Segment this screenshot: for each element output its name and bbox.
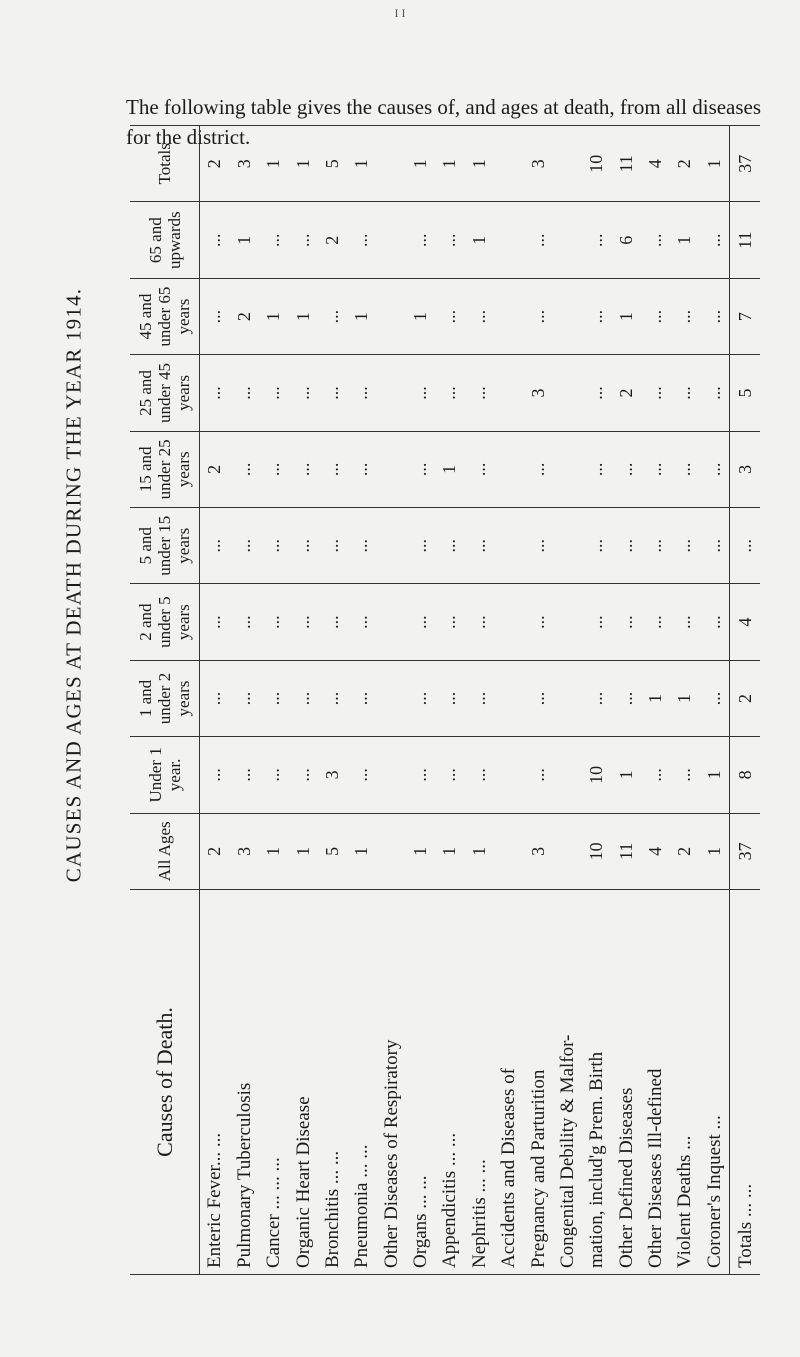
value-cell-45-65: ... bbox=[670, 278, 699, 354]
value-cell-25-45: ... bbox=[259, 355, 288, 431]
value-cell-5-15: ... bbox=[230, 508, 259, 584]
value-cell-1-2 bbox=[377, 660, 406, 736]
value-cell-15-25: ... bbox=[406, 431, 435, 507]
value-cell-2-5: ... bbox=[347, 584, 376, 660]
value-cell-65-up: ... bbox=[435, 202, 464, 278]
value-cell-5-15: ... bbox=[288, 508, 317, 584]
value-cell-15-25: ... bbox=[641, 431, 670, 507]
table-body bbox=[200, 126, 761, 1275]
value-cell-1-2: 2 bbox=[730, 660, 760, 736]
cause-cell: Nephritis ... ... bbox=[465, 890, 494, 1275]
header-all-ages: All Ages bbox=[130, 813, 200, 889]
table-inner bbox=[130, 125, 760, 1275]
value-cell-totals bbox=[553, 126, 582, 202]
value-cell-1-2: ... bbox=[230, 660, 259, 736]
value-cell-all-ages: 37 bbox=[730, 813, 760, 889]
value-cell-under-1: ... bbox=[523, 737, 552, 813]
value-cell-5-15 bbox=[494, 508, 523, 584]
value-cell-25-45 bbox=[377, 355, 406, 431]
value-cell-15-25: ... bbox=[347, 431, 376, 507]
value-cell-1-2: ... bbox=[259, 660, 288, 736]
value-cell-totals: 1 bbox=[259, 126, 288, 202]
side-title-text: CAUSES AND AGES AT DEATH DURING THE YEAR 1914. bbox=[61, 287, 86, 883]
value-cell-all-ages: 1 bbox=[406, 813, 435, 889]
value-cell-45-65 bbox=[553, 278, 582, 354]
value-cell-totals: 37 bbox=[730, 126, 760, 202]
table-row bbox=[288, 126, 317, 1275]
value-cell-45-65: 7 bbox=[730, 278, 760, 354]
value-cell-45-65: 1 bbox=[288, 278, 317, 354]
value-cell-15-25: ... bbox=[288, 431, 317, 507]
value-cell-45-65: ... bbox=[435, 278, 464, 354]
value-cell-5-15 bbox=[553, 508, 582, 584]
value-cell-under-1: ... bbox=[200, 737, 230, 813]
value-cell-totals: 1 bbox=[288, 126, 317, 202]
table-row bbox=[523, 126, 552, 1275]
value-cell-65-up: ... bbox=[523, 202, 552, 278]
value-cell-5-15: ... bbox=[435, 508, 464, 584]
value-cell-all-ages: 3 bbox=[230, 813, 259, 889]
value-cell-totals: 10 bbox=[582, 126, 611, 202]
value-cell-1-2: 1 bbox=[641, 660, 670, 736]
value-cell-5-15: ... bbox=[200, 508, 230, 584]
value-cell-2-5: ... bbox=[641, 584, 670, 660]
value-cell-all-ages: 4 bbox=[641, 813, 670, 889]
value-cell-25-45: ... bbox=[288, 355, 317, 431]
value-cell-all-ages: 2 bbox=[670, 813, 699, 889]
table-row bbox=[435, 126, 464, 1275]
value-cell-2-5 bbox=[377, 584, 406, 660]
value-cell-5-15 bbox=[377, 508, 406, 584]
table-row bbox=[465, 126, 494, 1275]
value-cell-65-up: ... bbox=[406, 202, 435, 278]
header-5-15: 5 and under 15 years bbox=[130, 508, 200, 584]
value-cell-15-25: ... bbox=[465, 431, 494, 507]
header-cause: Causes of Death. bbox=[130, 890, 200, 1275]
value-cell-65-up: 1 bbox=[230, 202, 259, 278]
cause-cell: Cancer ... ... ... bbox=[259, 890, 288, 1275]
cause-cell: Other Diseases of Respiratory bbox=[377, 890, 406, 1275]
value-cell-65-up: 2 bbox=[318, 202, 347, 278]
table-row bbox=[200, 126, 230, 1275]
value-cell-45-65: 1 bbox=[347, 278, 376, 354]
value-cell-45-65: ... bbox=[465, 278, 494, 354]
cause-cell: Bronchitis ... ... bbox=[318, 890, 347, 1275]
header-totals: Totals bbox=[130, 126, 200, 202]
value-cell-all-ages: 1 bbox=[259, 813, 288, 889]
value-cell-45-65 bbox=[377, 278, 406, 354]
value-cell-2-5: ... bbox=[435, 584, 464, 660]
value-cell-1-2: 1 bbox=[670, 660, 699, 736]
value-cell-1-2: ... bbox=[347, 660, 376, 736]
value-cell-totals: 1 bbox=[465, 126, 494, 202]
value-cell-2-5: ... bbox=[406, 584, 435, 660]
value-cell-under-1: ... bbox=[347, 737, 376, 813]
total-row bbox=[730, 126, 760, 1275]
value-cell-65-up bbox=[377, 202, 406, 278]
value-cell-totals: 4 bbox=[641, 126, 670, 202]
value-cell-5-15: ... bbox=[670, 508, 699, 584]
value-cell-all-ages: 3 bbox=[523, 813, 552, 889]
value-cell-15-25 bbox=[494, 431, 523, 507]
value-cell-2-5: ... bbox=[612, 584, 641, 660]
value-cell-15-25 bbox=[553, 431, 582, 507]
value-cell-under-1: 1 bbox=[612, 737, 641, 813]
header-65-up: 65 and upwards bbox=[130, 202, 200, 278]
value-cell-all-ages bbox=[494, 813, 523, 889]
value-cell-under-1: 10 bbox=[582, 737, 611, 813]
value-cell-25-45: 3 bbox=[523, 355, 552, 431]
value-cell-25-45: ... bbox=[700, 355, 730, 431]
value-cell-all-ages bbox=[377, 813, 406, 889]
value-cell-1-2: ... bbox=[523, 660, 552, 736]
value-cell-2-5: ... bbox=[200, 584, 230, 660]
value-cell-totals: 3 bbox=[230, 126, 259, 202]
table-row bbox=[318, 126, 347, 1275]
value-cell-totals: 2 bbox=[200, 126, 230, 202]
value-cell-25-45: ... bbox=[347, 355, 376, 431]
cause-cell: Enteric Fever... ... bbox=[200, 890, 230, 1275]
value-cell-5-15: ... bbox=[641, 508, 670, 584]
value-cell-all-ages: 10 bbox=[582, 813, 611, 889]
value-cell-totals: 1 bbox=[700, 126, 730, 202]
side-title bbox=[54, 85, 94, 1085]
value-cell-25-45: ... bbox=[670, 355, 699, 431]
value-cell-25-45 bbox=[553, 355, 582, 431]
table-row bbox=[670, 126, 699, 1275]
value-cell-65-up: ... bbox=[347, 202, 376, 278]
value-cell-under-1: ... bbox=[435, 737, 464, 813]
value-cell-2-5: ... bbox=[230, 584, 259, 660]
value-cell-all-ages bbox=[553, 813, 582, 889]
value-cell-under-1: 8 bbox=[730, 737, 760, 813]
value-cell-totals: 1 bbox=[347, 126, 376, 202]
value-cell-5-15: ... bbox=[523, 508, 552, 584]
value-cell-under-1: ... bbox=[465, 737, 494, 813]
table-row bbox=[347, 126, 376, 1275]
value-cell-2-5: ... bbox=[318, 584, 347, 660]
value-cell-all-ages: 1 bbox=[288, 813, 317, 889]
value-cell-65-up bbox=[494, 202, 523, 278]
value-cell-45-65: ... bbox=[641, 278, 670, 354]
value-cell-45-65: 1 bbox=[259, 278, 288, 354]
value-cell-65-up: 1 bbox=[465, 202, 494, 278]
table-header-row bbox=[130, 126, 200, 1275]
value-cell-15-25: ... bbox=[259, 431, 288, 507]
cause-cell: Pregnancy and Parturition bbox=[523, 890, 552, 1275]
table-row bbox=[230, 126, 259, 1275]
table-row bbox=[406, 126, 435, 1275]
value-cell-65-up: ... bbox=[259, 202, 288, 278]
header-1-2: 1 and under 2 years bbox=[130, 660, 200, 736]
value-cell-under-1 bbox=[494, 737, 523, 813]
value-cell-45-65 bbox=[494, 278, 523, 354]
value-cell-1-2: ... bbox=[200, 660, 230, 736]
value-cell-2-5: ... bbox=[523, 584, 552, 660]
value-cell-5-15: ... bbox=[582, 508, 611, 584]
header-under-1: Under 1 year. bbox=[130, 737, 200, 813]
cause-cell: Violent Deaths ... bbox=[670, 890, 699, 1275]
value-cell-15-25: ... bbox=[670, 431, 699, 507]
value-cell-45-65: ... bbox=[200, 278, 230, 354]
header-2-5: 2 and under 5 years bbox=[130, 584, 200, 660]
value-cell-2-5 bbox=[553, 584, 582, 660]
value-cell-1-2: ... bbox=[435, 660, 464, 736]
value-cell-totals: 11 bbox=[612, 126, 641, 202]
value-cell-1-2 bbox=[553, 660, 582, 736]
value-cell-65-up: 11 bbox=[730, 202, 760, 278]
value-cell-under-1: 3 bbox=[318, 737, 347, 813]
value-cell-2-5: ... bbox=[670, 584, 699, 660]
value-cell-under-1: ... bbox=[259, 737, 288, 813]
rotated-table-frame bbox=[130, 125, 760, 1275]
value-cell-all-ages: 1 bbox=[347, 813, 376, 889]
cause-cell: mation, includ'g Prem. Birth bbox=[582, 890, 611, 1275]
value-cell-under-1: ... bbox=[230, 737, 259, 813]
value-cell-65-up: 1 bbox=[670, 202, 699, 278]
value-cell-15-25: ... bbox=[523, 431, 552, 507]
value-cell-all-ages: 2 bbox=[200, 813, 230, 889]
table-row bbox=[494, 126, 523, 1275]
cause-cell: Pulmonary Tuberculosis bbox=[230, 890, 259, 1275]
table-row bbox=[612, 126, 641, 1275]
cause-cell: Coroner's Inquest ... bbox=[700, 890, 730, 1275]
value-cell-2-5: ... bbox=[582, 584, 611, 660]
value-cell-15-25: ... bbox=[230, 431, 259, 507]
cause-cell: Organic Heart Disease bbox=[288, 890, 317, 1275]
value-cell-totals: 2 bbox=[670, 126, 699, 202]
value-cell-15-25 bbox=[377, 431, 406, 507]
table-row bbox=[377, 126, 406, 1275]
header-25-45: 25 and under 45 years bbox=[130, 355, 200, 431]
cause-cell: Organs ... ... bbox=[406, 890, 435, 1275]
value-cell-5-15: ... bbox=[347, 508, 376, 584]
value-cell-45-65: ... bbox=[700, 278, 730, 354]
value-cell-under-1: ... bbox=[670, 737, 699, 813]
value-cell-25-45: ... bbox=[641, 355, 670, 431]
value-cell-45-65: 2 bbox=[230, 278, 259, 354]
value-cell-25-45 bbox=[494, 355, 523, 431]
value-cell-totals: 1 bbox=[435, 126, 464, 202]
table-row bbox=[582, 126, 611, 1275]
value-cell-2-5: ... bbox=[700, 584, 730, 660]
value-cell-65-up: 6 bbox=[612, 202, 641, 278]
value-cell-15-25: 3 bbox=[730, 431, 760, 507]
value-cell-totals: 1 bbox=[406, 126, 435, 202]
value-cell-all-ages: 1 bbox=[435, 813, 464, 889]
value-cell-under-1: 1 bbox=[700, 737, 730, 813]
value-cell-5-15: ... bbox=[318, 508, 347, 584]
value-cell-under-1: ... bbox=[641, 737, 670, 813]
cause-cell: Other Defined Diseases bbox=[612, 890, 641, 1275]
value-cell-45-65: 1 bbox=[612, 278, 641, 354]
value-cell-under-1: ... bbox=[288, 737, 317, 813]
header-45-65: 45 and under 65 years bbox=[130, 278, 200, 354]
cause-cell: Accidents and Diseases of bbox=[494, 890, 523, 1275]
value-cell-all-ages: 5 bbox=[318, 813, 347, 889]
table-row bbox=[700, 126, 730, 1275]
value-cell-under-1 bbox=[377, 737, 406, 813]
header-15-25: 15 and under 25 years bbox=[130, 431, 200, 507]
value-cell-1-2: ... bbox=[318, 660, 347, 736]
value-cell-5-15: ... bbox=[465, 508, 494, 584]
cause-cell: Other Diseases Ill-defined bbox=[641, 890, 670, 1275]
value-cell-25-45: ... bbox=[200, 355, 230, 431]
value-cell-45-65: 1 bbox=[406, 278, 435, 354]
value-cell-45-65: ... bbox=[582, 278, 611, 354]
value-cell-1-2: ... bbox=[700, 660, 730, 736]
value-cell-totals: 5 bbox=[318, 126, 347, 202]
cause-cell: Totals ... ... bbox=[730, 890, 760, 1275]
cause-cell: Appendicitis ... ... bbox=[435, 890, 464, 1275]
value-cell-15-25: 1 bbox=[435, 431, 464, 507]
value-cell-1-2: ... bbox=[288, 660, 317, 736]
value-cell-65-up bbox=[553, 202, 582, 278]
value-cell-25-45: ... bbox=[435, 355, 464, 431]
value-cell-1-2 bbox=[494, 660, 523, 736]
value-cell-15-25: ... bbox=[318, 431, 347, 507]
value-cell-25-45: ... bbox=[230, 355, 259, 431]
value-cell-totals: 3 bbox=[523, 126, 552, 202]
value-cell-5-15: ... bbox=[700, 508, 730, 584]
page-number: I I bbox=[394, 6, 406, 20]
intro-paragraph: The following table gives the causes of, and ages at death, from all diseases for the district. bbox=[126, 95, 762, 149]
value-cell-15-25: ... bbox=[612, 431, 641, 507]
value-cell-65-up: ... bbox=[641, 202, 670, 278]
table-row bbox=[641, 126, 670, 1275]
value-cell-1-2: ... bbox=[582, 660, 611, 736]
value-cell-1-2: ... bbox=[465, 660, 494, 736]
value-cell-25-45: ... bbox=[465, 355, 494, 431]
value-cell-5-15: ... bbox=[259, 508, 288, 584]
value-cell-1-2: ... bbox=[612, 660, 641, 736]
value-cell-15-25: ... bbox=[582, 431, 611, 507]
value-cell-all-ages: 1 bbox=[700, 813, 730, 889]
value-cell-45-65: ... bbox=[523, 278, 552, 354]
value-cell-25-45: 5 bbox=[730, 355, 760, 431]
value-cell-5-15: ... bbox=[730, 508, 760, 584]
value-cell-65-up: ... bbox=[200, 202, 230, 278]
value-cell-5-15: ... bbox=[406, 508, 435, 584]
value-cell-25-45: ... bbox=[318, 355, 347, 431]
table-row bbox=[259, 126, 288, 1275]
cause-cell: Pneumonia ... ... bbox=[347, 890, 376, 1275]
value-cell-2-5: ... bbox=[288, 584, 317, 660]
value-cell-2-5 bbox=[494, 584, 523, 660]
value-cell-2-5: ... bbox=[259, 584, 288, 660]
value-cell-5-15: ... bbox=[612, 508, 641, 584]
value-cell-2-5: ... bbox=[465, 584, 494, 660]
value-cell-1-2: ... bbox=[406, 660, 435, 736]
value-cell-all-ages: 11 bbox=[612, 813, 641, 889]
causes-ages-table bbox=[130, 125, 760, 1275]
table-row bbox=[553, 126, 582, 1275]
value-cell-65-up: ... bbox=[288, 202, 317, 278]
value-cell-totals bbox=[494, 126, 523, 202]
cause-cell: Congenital Debility & Malfor- bbox=[553, 890, 582, 1275]
value-cell-45-65: ... bbox=[318, 278, 347, 354]
value-cell-2-5: 4 bbox=[730, 584, 760, 660]
value-cell-25-45: 2 bbox=[612, 355, 641, 431]
value-cell-under-1: ... bbox=[406, 737, 435, 813]
value-cell-25-45: ... bbox=[406, 355, 435, 431]
value-cell-all-ages: 1 bbox=[465, 813, 494, 889]
value-cell-15-25: 2 bbox=[200, 431, 230, 507]
value-cell-15-25: ... bbox=[700, 431, 730, 507]
value-cell-25-45: ... bbox=[582, 355, 611, 431]
value-cell-65-up: ... bbox=[582, 202, 611, 278]
value-cell-under-1 bbox=[553, 737, 582, 813]
value-cell-totals bbox=[377, 126, 406, 202]
value-cell-65-up: ... bbox=[700, 202, 730, 278]
